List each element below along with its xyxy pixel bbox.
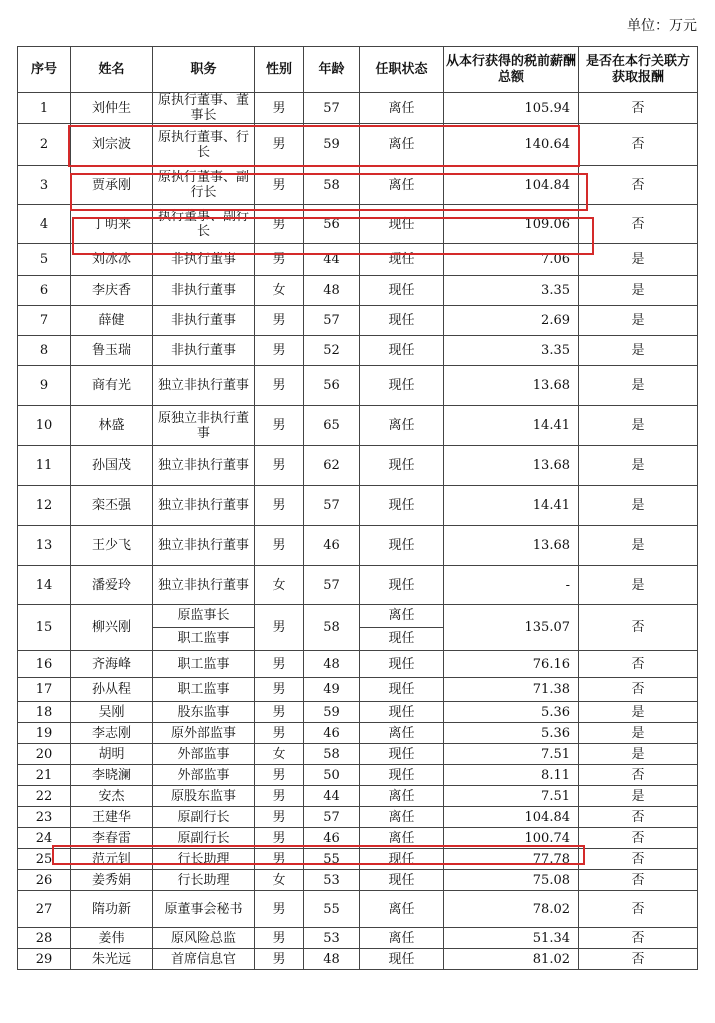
cell-age: 57 — [304, 566, 360, 605]
cell-related: 是 — [579, 244, 698, 276]
cell-status-line: 现任 — [360, 627, 443, 650]
header-sex: 性别 — [255, 47, 304, 93]
cell-status: 离任 — [360, 93, 444, 124]
cell-title: 原执行董事、董事长 — [153, 93, 255, 124]
cell-related: 否 — [579, 605, 698, 651]
cell-age: 58 — [304, 166, 360, 205]
cell-no: 19 — [18, 723, 71, 744]
table-row — [18, 702, 698, 723]
cell-title: 非执行董事 — [153, 276, 255, 306]
cell-title — [153, 605, 255, 651]
header-pay: 从本行获得的税前薪酬总额 — [444, 47, 579, 93]
cell-related: 否 — [579, 651, 698, 678]
cell-sex: 男 — [255, 765, 304, 786]
cell-title: 原风险总监 — [153, 928, 255, 949]
cell-related: 是 — [579, 566, 698, 605]
cell-pay: 71.38 — [444, 678, 579, 702]
cell-name: 刘冰冰 — [71, 244, 153, 276]
cell-age: 46 — [304, 828, 360, 849]
cell-sex: 女 — [255, 566, 304, 605]
cell-pay: 13.68 — [444, 446, 579, 486]
cell-related: 否 — [579, 928, 698, 949]
table-row — [18, 205, 698, 244]
cell-no: 8 — [18, 336, 71, 366]
cell-sex: 男 — [255, 93, 304, 124]
header-age: 年龄 — [304, 47, 360, 93]
cell-status: 离任 — [360, 124, 444, 166]
cell-name: 薛健 — [71, 306, 153, 336]
cell-title: 外部监事 — [153, 765, 255, 786]
cell-pay: 7.51 — [444, 786, 579, 807]
cell-status: 现任 — [360, 765, 444, 786]
cell-title: 独立非执行董事 — [153, 446, 255, 486]
cell-status: 现任 — [360, 336, 444, 366]
cell-name: 鲁玉瑞 — [71, 336, 153, 366]
cell-status: 现任 — [360, 849, 444, 870]
cell-age: 57 — [304, 486, 360, 526]
cell-pay: 13.68 — [444, 526, 579, 566]
table-row — [18, 765, 698, 786]
cell-related: 是 — [579, 366, 698, 406]
cell-age: 62 — [304, 446, 360, 486]
cell-sex: 女 — [255, 744, 304, 765]
cell-status: 离任 — [360, 891, 444, 928]
cell-related: 否 — [579, 205, 698, 244]
cell-sex: 女 — [255, 276, 304, 306]
cell-name: 王建华 — [71, 807, 153, 828]
cell-age: 59 — [304, 702, 360, 723]
cell-name: 姜伟 — [71, 928, 153, 949]
table-row — [18, 526, 698, 566]
cell-pay: 109.06 — [444, 205, 579, 244]
cell-title: 首席信息官 — [153, 949, 255, 970]
cell-sex: 男 — [255, 702, 304, 723]
cell-sex: 男 — [255, 828, 304, 849]
cell-name: 胡明 — [71, 744, 153, 765]
cell-title: 独立非执行董事 — [153, 366, 255, 406]
cell-sex: 男 — [255, 306, 304, 336]
cell-related: 是 — [579, 276, 698, 306]
cell-related: 否 — [579, 891, 698, 928]
table-row — [18, 605, 698, 651]
cell-pay: 13.68 — [444, 366, 579, 406]
table-row — [18, 651, 698, 678]
cell-no: 21 — [18, 765, 71, 786]
cell-related: 否 — [579, 124, 698, 166]
table-row — [18, 166, 698, 205]
cell-title: 职工监事 — [153, 678, 255, 702]
cell-title: 行长助理 — [153, 870, 255, 891]
cell-related: 否 — [579, 765, 698, 786]
cell-pay: 8.11 — [444, 765, 579, 786]
cell-sex: 男 — [255, 406, 304, 446]
cell-title: 非执行董事 — [153, 306, 255, 336]
cell-title: 职工监事 — [153, 651, 255, 678]
cell-pay: 5.36 — [444, 723, 579, 744]
cell-pay: 77.78 — [444, 849, 579, 870]
cell-sex: 男 — [255, 786, 304, 807]
table-body — [18, 93, 698, 970]
cell-no: 23 — [18, 807, 71, 828]
cell-status-line: 离任 — [388, 608, 415, 623]
cell-name: 王少飞 — [71, 526, 153, 566]
table-row — [18, 244, 698, 276]
table-row — [18, 870, 698, 891]
cell-name: 安杰 — [71, 786, 153, 807]
cell-pay: 2.69 — [444, 306, 579, 336]
cell-status: 现任 — [360, 526, 444, 566]
cell-no: 4 — [18, 205, 71, 244]
cell-name: 范元钊 — [71, 849, 153, 870]
table-row — [18, 744, 698, 765]
cell-related: 是 — [579, 744, 698, 765]
cell-pay: 5.36 — [444, 702, 579, 723]
cell-no: 1 — [18, 93, 71, 124]
cell-age: 58 — [304, 744, 360, 765]
cell-name: 栾丕强 — [71, 486, 153, 526]
cell-age: 57 — [304, 93, 360, 124]
cell-title-line: 原监事长 — [177, 608, 230, 623]
cell-age: 56 — [304, 205, 360, 244]
cell-name: 吴刚 — [71, 702, 153, 723]
cell-sex: 男 — [255, 723, 304, 744]
header-related: 是否在本行关联方获取报酬 — [579, 47, 698, 93]
table-row — [18, 93, 698, 124]
cell-related: 是 — [579, 702, 698, 723]
cell-title: 原副行长 — [153, 807, 255, 828]
cell-sex: 男 — [255, 166, 304, 205]
cell-no: 24 — [18, 828, 71, 849]
cell-status: 离任 — [360, 406, 444, 446]
header-row — [18, 47, 698, 93]
cell-no: 16 — [18, 651, 71, 678]
compensation-table — [17, 46, 698, 970]
cell-pay: 78.02 — [444, 891, 579, 928]
cell-age: 55 — [304, 891, 360, 928]
cell-age: 53 — [304, 870, 360, 891]
cell-status: 离任 — [360, 807, 444, 828]
header-no: 序号 — [18, 47, 71, 93]
cell-sex: 男 — [255, 928, 304, 949]
cell-no: 17 — [18, 678, 71, 702]
header-status: 任职状态 — [360, 47, 444, 93]
cell-related: 否 — [579, 93, 698, 124]
cell-sex: 男 — [255, 807, 304, 828]
cell-status: 现任 — [360, 205, 444, 244]
cell-no: 26 — [18, 870, 71, 891]
cell-pay: 140.64 — [444, 124, 579, 166]
cell-pay: - — [444, 566, 579, 605]
cell-status: 现任 — [360, 306, 444, 336]
cell-title: 执行董事、副行长 — [153, 205, 255, 244]
cell-pay: 7.06 — [444, 244, 579, 276]
cell-sex: 男 — [255, 124, 304, 166]
table-row — [18, 891, 698, 928]
cell-pay: 135.07 — [444, 605, 579, 651]
cell-related: 否 — [579, 870, 698, 891]
cell-sex: 男 — [255, 605, 304, 651]
cell-related: 否 — [579, 678, 698, 702]
cell-name: 李晓澜 — [71, 765, 153, 786]
cell-status: 现任 — [360, 446, 444, 486]
cell-pay: 3.35 — [444, 336, 579, 366]
cell-title: 独立非执行董事 — [153, 526, 255, 566]
cell-status: 现任 — [360, 744, 444, 765]
cell-related: 否 — [579, 166, 698, 205]
cell-title-line: 职工监事 — [153, 627, 254, 650]
cell-age: 44 — [304, 244, 360, 276]
cell-related: 是 — [579, 336, 698, 366]
unit-label: 单位：万元 — [627, 18, 697, 34]
cell-name: 刘仲生 — [71, 93, 153, 124]
cell-age: 49 — [304, 678, 360, 702]
cell-title: 原执行董事、副行长 — [153, 166, 255, 205]
table-row — [18, 807, 698, 828]
cell-sex: 男 — [255, 891, 304, 928]
cell-related: 是 — [579, 526, 698, 566]
cell-no: 2 — [18, 124, 71, 166]
cell-related: 是 — [579, 786, 698, 807]
cell-pay: 14.41 — [444, 406, 579, 446]
cell-related: 否 — [579, 807, 698, 828]
cell-age: 55 — [304, 849, 360, 870]
cell-title: 原股东监事 — [153, 786, 255, 807]
cell-name: 柳兴刚 — [71, 605, 153, 651]
cell-age: 46 — [304, 526, 360, 566]
cell-status: 现任 — [360, 702, 444, 723]
cell-sex: 男 — [255, 949, 304, 970]
cell-name: 李春雷 — [71, 828, 153, 849]
cell-pay: 75.08 — [444, 870, 579, 891]
table-row — [18, 366, 698, 406]
cell-sex: 男 — [255, 678, 304, 702]
cell-related: 是 — [579, 446, 698, 486]
cell-name: 潘爱玲 — [71, 566, 153, 605]
cell-sex: 男 — [255, 336, 304, 366]
table-row — [18, 678, 698, 702]
cell-pay: 3.35 — [444, 276, 579, 306]
cell-sex: 男 — [255, 244, 304, 276]
cell-status: 现任 — [360, 244, 444, 276]
cell-name: 林盛 — [71, 406, 153, 446]
cell-age: 59 — [304, 124, 360, 166]
header-title: 职务 — [153, 47, 255, 93]
cell-title: 原独立非执行董事 — [153, 406, 255, 446]
cell-status: 离任 — [360, 928, 444, 949]
cell-pay: 81.02 — [444, 949, 579, 970]
cell-title: 非执行董事 — [153, 336, 255, 366]
table-row — [18, 786, 698, 807]
cell-pay: 76.16 — [444, 651, 579, 678]
cell-name: 商有光 — [71, 366, 153, 406]
header-name: 姓名 — [71, 47, 153, 93]
table-row — [18, 406, 698, 446]
cell-age: 65 — [304, 406, 360, 446]
cell-sex: 男 — [255, 446, 304, 486]
cell-age: 56 — [304, 366, 360, 406]
cell-sex: 男 — [255, 849, 304, 870]
cell-title: 股东监事 — [153, 702, 255, 723]
cell-name: 孙从程 — [71, 678, 153, 702]
cell-title: 原外部监事 — [153, 723, 255, 744]
cell-status: 现任 — [360, 651, 444, 678]
cell-no: 7 — [18, 306, 71, 336]
cell-status: 现任 — [360, 486, 444, 526]
cell-status: 现任 — [360, 566, 444, 605]
cell-related: 是 — [579, 723, 698, 744]
cell-no: 13 — [18, 526, 71, 566]
cell-age: 48 — [304, 651, 360, 678]
cell-age: 57 — [304, 306, 360, 336]
cell-name: 李志刚 — [71, 723, 153, 744]
cell-title: 独立非执行董事 — [153, 566, 255, 605]
cell-related: 否 — [579, 949, 698, 970]
table-row — [18, 306, 698, 336]
cell-name: 隋功新 — [71, 891, 153, 928]
cell-no: 9 — [18, 366, 71, 406]
cell-name: 丁明来 — [71, 205, 153, 244]
cell-no: 12 — [18, 486, 71, 526]
cell-status — [360, 605, 444, 651]
cell-status: 现任 — [360, 678, 444, 702]
table-row — [18, 566, 698, 605]
cell-no: 18 — [18, 702, 71, 723]
cell-related: 是 — [579, 306, 698, 336]
cell-related: 否 — [579, 849, 698, 870]
table-row — [18, 723, 698, 744]
cell-pay: 7.51 — [444, 744, 579, 765]
cell-pay: 105.94 — [444, 93, 579, 124]
cell-sex: 男 — [255, 486, 304, 526]
cell-name: 贾承刚 — [71, 166, 153, 205]
cell-pay: 100.74 — [444, 828, 579, 849]
cell-age: 53 — [304, 928, 360, 949]
cell-status: 离任 — [360, 166, 444, 205]
cell-no: 28 — [18, 928, 71, 949]
cell-no: 29 — [18, 949, 71, 970]
cell-sex: 男 — [255, 526, 304, 566]
cell-pay: 104.84 — [444, 807, 579, 828]
cell-no: 22 — [18, 786, 71, 807]
cell-name: 孙国茂 — [71, 446, 153, 486]
cell-status: 离任 — [360, 723, 444, 744]
cell-status: 现任 — [360, 949, 444, 970]
cell-title: 行长助理 — [153, 849, 255, 870]
cell-age: 46 — [304, 723, 360, 744]
cell-no: 5 — [18, 244, 71, 276]
cell-no: 6 — [18, 276, 71, 306]
cell-no: 3 — [18, 166, 71, 205]
cell-age: 48 — [304, 949, 360, 970]
table-row — [18, 949, 698, 970]
cell-title: 非执行董事 — [153, 244, 255, 276]
cell-sex: 女 — [255, 870, 304, 891]
cell-no: 27 — [18, 891, 71, 928]
cell-no: 25 — [18, 849, 71, 870]
cell-status: 现任 — [360, 276, 444, 306]
cell-name: 刘宗波 — [71, 124, 153, 166]
cell-pay: 14.41 — [444, 486, 579, 526]
cell-name: 朱光远 — [71, 949, 153, 970]
cell-age: 58 — [304, 605, 360, 651]
cell-title: 独立非执行董事 — [153, 486, 255, 526]
cell-no: 15 — [18, 605, 71, 651]
cell-title: 原副行长 — [153, 828, 255, 849]
cell-pay: 51.34 — [444, 928, 579, 949]
table-row — [18, 336, 698, 366]
table-row — [18, 486, 698, 526]
cell-sex: 男 — [255, 205, 304, 244]
cell-status: 离任 — [360, 786, 444, 807]
cell-title: 外部监事 — [153, 744, 255, 765]
table-row — [18, 849, 698, 870]
cell-age: 48 — [304, 276, 360, 306]
cell-age: 50 — [304, 765, 360, 786]
cell-name: 李庆香 — [71, 276, 153, 306]
cell-no: 10 — [18, 406, 71, 446]
cell-name: 姜秀娟 — [71, 870, 153, 891]
cell-title: 原董事会秘书 — [153, 891, 255, 928]
table-row — [18, 928, 698, 949]
cell-age: 57 — [304, 807, 360, 828]
cell-related: 是 — [579, 486, 698, 526]
cell-sex: 男 — [255, 651, 304, 678]
cell-related: 是 — [579, 406, 698, 446]
cell-status: 现任 — [360, 870, 444, 891]
cell-name: 齐海峰 — [71, 651, 153, 678]
table-row — [18, 276, 698, 306]
table-row — [18, 124, 698, 166]
cell-no: 11 — [18, 446, 71, 486]
cell-no: 20 — [18, 744, 71, 765]
cell-related: 否 — [579, 828, 698, 849]
cell-status: 现任 — [360, 366, 444, 406]
table-row — [18, 446, 698, 486]
table-row — [18, 828, 698, 849]
cell-title: 原执行董事、行长 — [153, 124, 255, 166]
cell-age: 52 — [304, 336, 360, 366]
cell-age: 44 — [304, 786, 360, 807]
cell-sex: 男 — [255, 366, 304, 406]
cell-no: 14 — [18, 566, 71, 605]
cell-status: 离任 — [360, 828, 444, 849]
cell-pay: 104.84 — [444, 166, 579, 205]
